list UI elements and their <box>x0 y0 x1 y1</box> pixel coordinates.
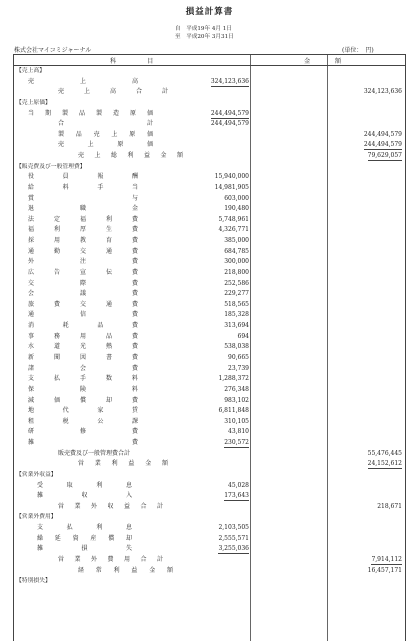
table-row <box>14 151 405 161</box>
item-label: 雑収入 <box>37 492 132 500</box>
item-label: 租税公課 <box>28 417 138 425</box>
category-label: 【営業外収益】 <box>16 471 57 478</box>
amount-detail: 310,105 <box>224 417 249 425</box>
item-label: 経常利益金額 <box>78 566 173 574</box>
table-row <box>14 268 405 278</box>
amount-detail: 218,800 <box>224 268 249 276</box>
income-statement-table <box>13 54 406 641</box>
table-row <box>14 481 405 491</box>
amount-detail: 603,000 <box>224 194 249 202</box>
table-row <box>14 459 405 469</box>
amount-detail: 538,038 <box>224 343 249 351</box>
table-row <box>14 140 405 150</box>
table-row <box>14 77 405 87</box>
amount-detail: 276,348 <box>224 385 249 393</box>
item-label: 受取利息 <box>37 481 132 489</box>
table-row <box>14 225 405 235</box>
amount-detail: 244,494,579 <box>210 120 249 128</box>
amount-detail: 313,694 <box>224 322 249 330</box>
item-label: 営業利益金額 <box>78 460 168 468</box>
table-row <box>14 332 405 342</box>
amount-detail: 5,748,961 <box>218 215 249 223</box>
item-label: 通信費 <box>28 311 138 319</box>
table-row <box>14 555 405 565</box>
amount-total: 244,494,579 <box>363 130 402 138</box>
item-label: 広告宣伝費 <box>28 268 138 276</box>
category-row <box>14 470 405 480</box>
item-label: 水道光熱費 <box>28 343 138 351</box>
category-label: 【売上高】 <box>16 68 45 74</box>
table-row <box>14 544 405 554</box>
item-label: 売上原価 <box>58 141 153 149</box>
table-row <box>14 183 405 193</box>
table-row <box>14 279 405 289</box>
amount-total: 16,457,171 <box>367 566 402 574</box>
item-label: 販売費及び一般管理費合計 <box>58 449 131 457</box>
amount-detail: 229,277 <box>224 290 249 298</box>
item-label: 合計 <box>58 120 153 128</box>
table-row <box>14 417 405 427</box>
amount-detail: 43,810 <box>228 428 249 436</box>
item-label: 研修費 <box>28 428 138 436</box>
category-row <box>14 162 405 172</box>
item-label: 雑費 <box>28 439 138 447</box>
category-row <box>14 576 405 586</box>
amount-detail: 185,328 <box>224 311 249 319</box>
item-label: 会議費 <box>28 290 138 298</box>
category-label: 【特別損失】 <box>16 578 51 585</box>
item-label: 売上総利益金額 <box>78 152 183 160</box>
period-from: 自 平成19年 4月 1日 <box>175 26 232 32</box>
amount-detail: 4,326,771 <box>218 226 249 234</box>
item-label: 消耗品費 <box>28 322 138 330</box>
table-row <box>14 427 405 437</box>
amount-total: 218,671 <box>377 502 402 510</box>
amount-detail: 244,494,579 <box>210 109 249 117</box>
amount-detail: 252,586 <box>224 279 249 287</box>
table-row <box>14 406 405 416</box>
table-row <box>14 215 405 225</box>
category-label: 【売上原価】 <box>16 99 51 106</box>
table-row <box>14 523 405 533</box>
table-row <box>14 566 405 576</box>
item-label: 営業外費用合計 <box>58 555 163 563</box>
category-row <box>14 512 405 522</box>
table-row <box>14 194 405 204</box>
table-row <box>14 310 405 320</box>
period-to: 至 平成20年 3月31日 <box>175 34 234 40</box>
table-row <box>14 130 405 140</box>
item-label: 支払利息 <box>37 524 132 532</box>
table-row <box>14 321 405 331</box>
item-label: 旅費交通費 <box>28 300 138 308</box>
item-label: 採用教育費 <box>28 237 138 245</box>
amount-detail: 300,000 <box>224 258 249 266</box>
item-label: 法定福利費 <box>28 215 138 223</box>
unit-label: (単位： 円) <box>342 47 374 54</box>
category-row <box>14 66 405 76</box>
item-label: 事務用品費 <box>28 332 138 340</box>
amount-detail: 173,643 <box>224 492 249 500</box>
item-label: 繰延資産償却 <box>37 534 132 542</box>
table-row <box>14 374 405 384</box>
category-label: 【販売費及び一般管理費】 <box>16 163 86 170</box>
table-row <box>14 502 405 512</box>
header-item: 科 目 <box>110 58 154 65</box>
item-label: 諸会費 <box>28 364 138 372</box>
item-label: 製品売上原価 <box>58 130 153 138</box>
item-label: 交際費 <box>28 279 138 287</box>
table-row <box>14 449 405 459</box>
amount-detail: 230,572 <box>224 439 249 447</box>
document-title: 損益計算書 <box>185 7 234 17</box>
table-row <box>14 204 405 214</box>
amount-detail: 3,255,036 <box>218 545 249 553</box>
table-row <box>14 385 405 395</box>
amount-total: 244,494,579 <box>363 141 402 149</box>
table-row <box>14 289 405 299</box>
amount-detail: 983,102 <box>224 396 249 404</box>
table-row <box>14 119 405 129</box>
amount-detail: 518,565 <box>224 300 249 308</box>
item-label: 給料手当 <box>28 183 138 191</box>
amount-detail: 1,288,372 <box>218 375 249 383</box>
amount-detail: 684,785 <box>224 247 249 255</box>
amount-total: 7,914,112 <box>371 555 402 563</box>
amount-detail: 90,665 <box>228 354 249 361</box>
amount-total: 324,123,636 <box>363 88 402 96</box>
table-row <box>14 396 405 406</box>
category-label: 【営業外費用】 <box>16 514 57 521</box>
item-label: 外注費 <box>28 258 138 266</box>
item-label: 営業外収益合計 <box>58 502 163 510</box>
item-label: 賞与 <box>28 194 138 202</box>
table-row <box>14 172 405 182</box>
amount-detail: 694 <box>237 332 249 340</box>
table-row <box>14 87 405 97</box>
item-label: 減価償却費 <box>28 396 138 404</box>
amount-detail: 2,555,571 <box>218 534 249 542</box>
company-name: 株式会社マイコミジャーナル <box>14 47 92 54</box>
table-row <box>14 534 405 544</box>
item-label: 役員報酬 <box>28 173 138 181</box>
table-row <box>14 300 405 310</box>
item-label: 当期製品製造原価 <box>28 109 153 117</box>
amount-total: 55,476,445 <box>367 449 402 457</box>
table-row <box>14 438 405 448</box>
amount-detail: 14,981,905 <box>214 183 249 191</box>
amount-detail: 190,480 <box>224 205 249 213</box>
amount-detail: 385,000 <box>224 237 249 245</box>
amount-detail: 45,028 <box>228 481 249 489</box>
amount-total: 24,152,612 <box>367 460 402 468</box>
item-label: 保険料 <box>28 385 138 393</box>
item-label: 通勤交通費 <box>28 247 138 255</box>
item-label: 雑損失 <box>37 545 132 553</box>
item-label: 退職金 <box>28 205 138 213</box>
item-label: 地代家賃 <box>28 407 138 415</box>
table-row <box>14 109 405 119</box>
category-row <box>14 98 405 108</box>
amount-detail: 15,940,000 <box>214 173 249 181</box>
table-row <box>14 236 405 246</box>
table-row <box>14 247 405 257</box>
amount-detail: 6,811,848 <box>218 407 249 415</box>
table-row <box>14 342 405 352</box>
amount-detail: 324,123,636 <box>210 77 249 85</box>
item-label: 売上高 <box>28 77 138 85</box>
item-label: 新聞図書費 <box>28 354 138 361</box>
amount-detail: 2,103,505 <box>218 524 249 532</box>
table-row <box>14 364 405 374</box>
item-label: 売上高合計 <box>58 88 168 96</box>
table-row <box>14 491 405 501</box>
amount-total: 79,629,057 <box>367 152 402 160</box>
item-label: 支払手数料 <box>28 375 138 383</box>
header-amount: 金 額 <box>304 58 342 65</box>
table-row <box>14 353 405 363</box>
table-header <box>14 55 405 66</box>
table-row <box>14 257 405 267</box>
amount-detail: 23,739 <box>228 364 249 372</box>
item-label: 福利厚生費 <box>28 226 138 234</box>
